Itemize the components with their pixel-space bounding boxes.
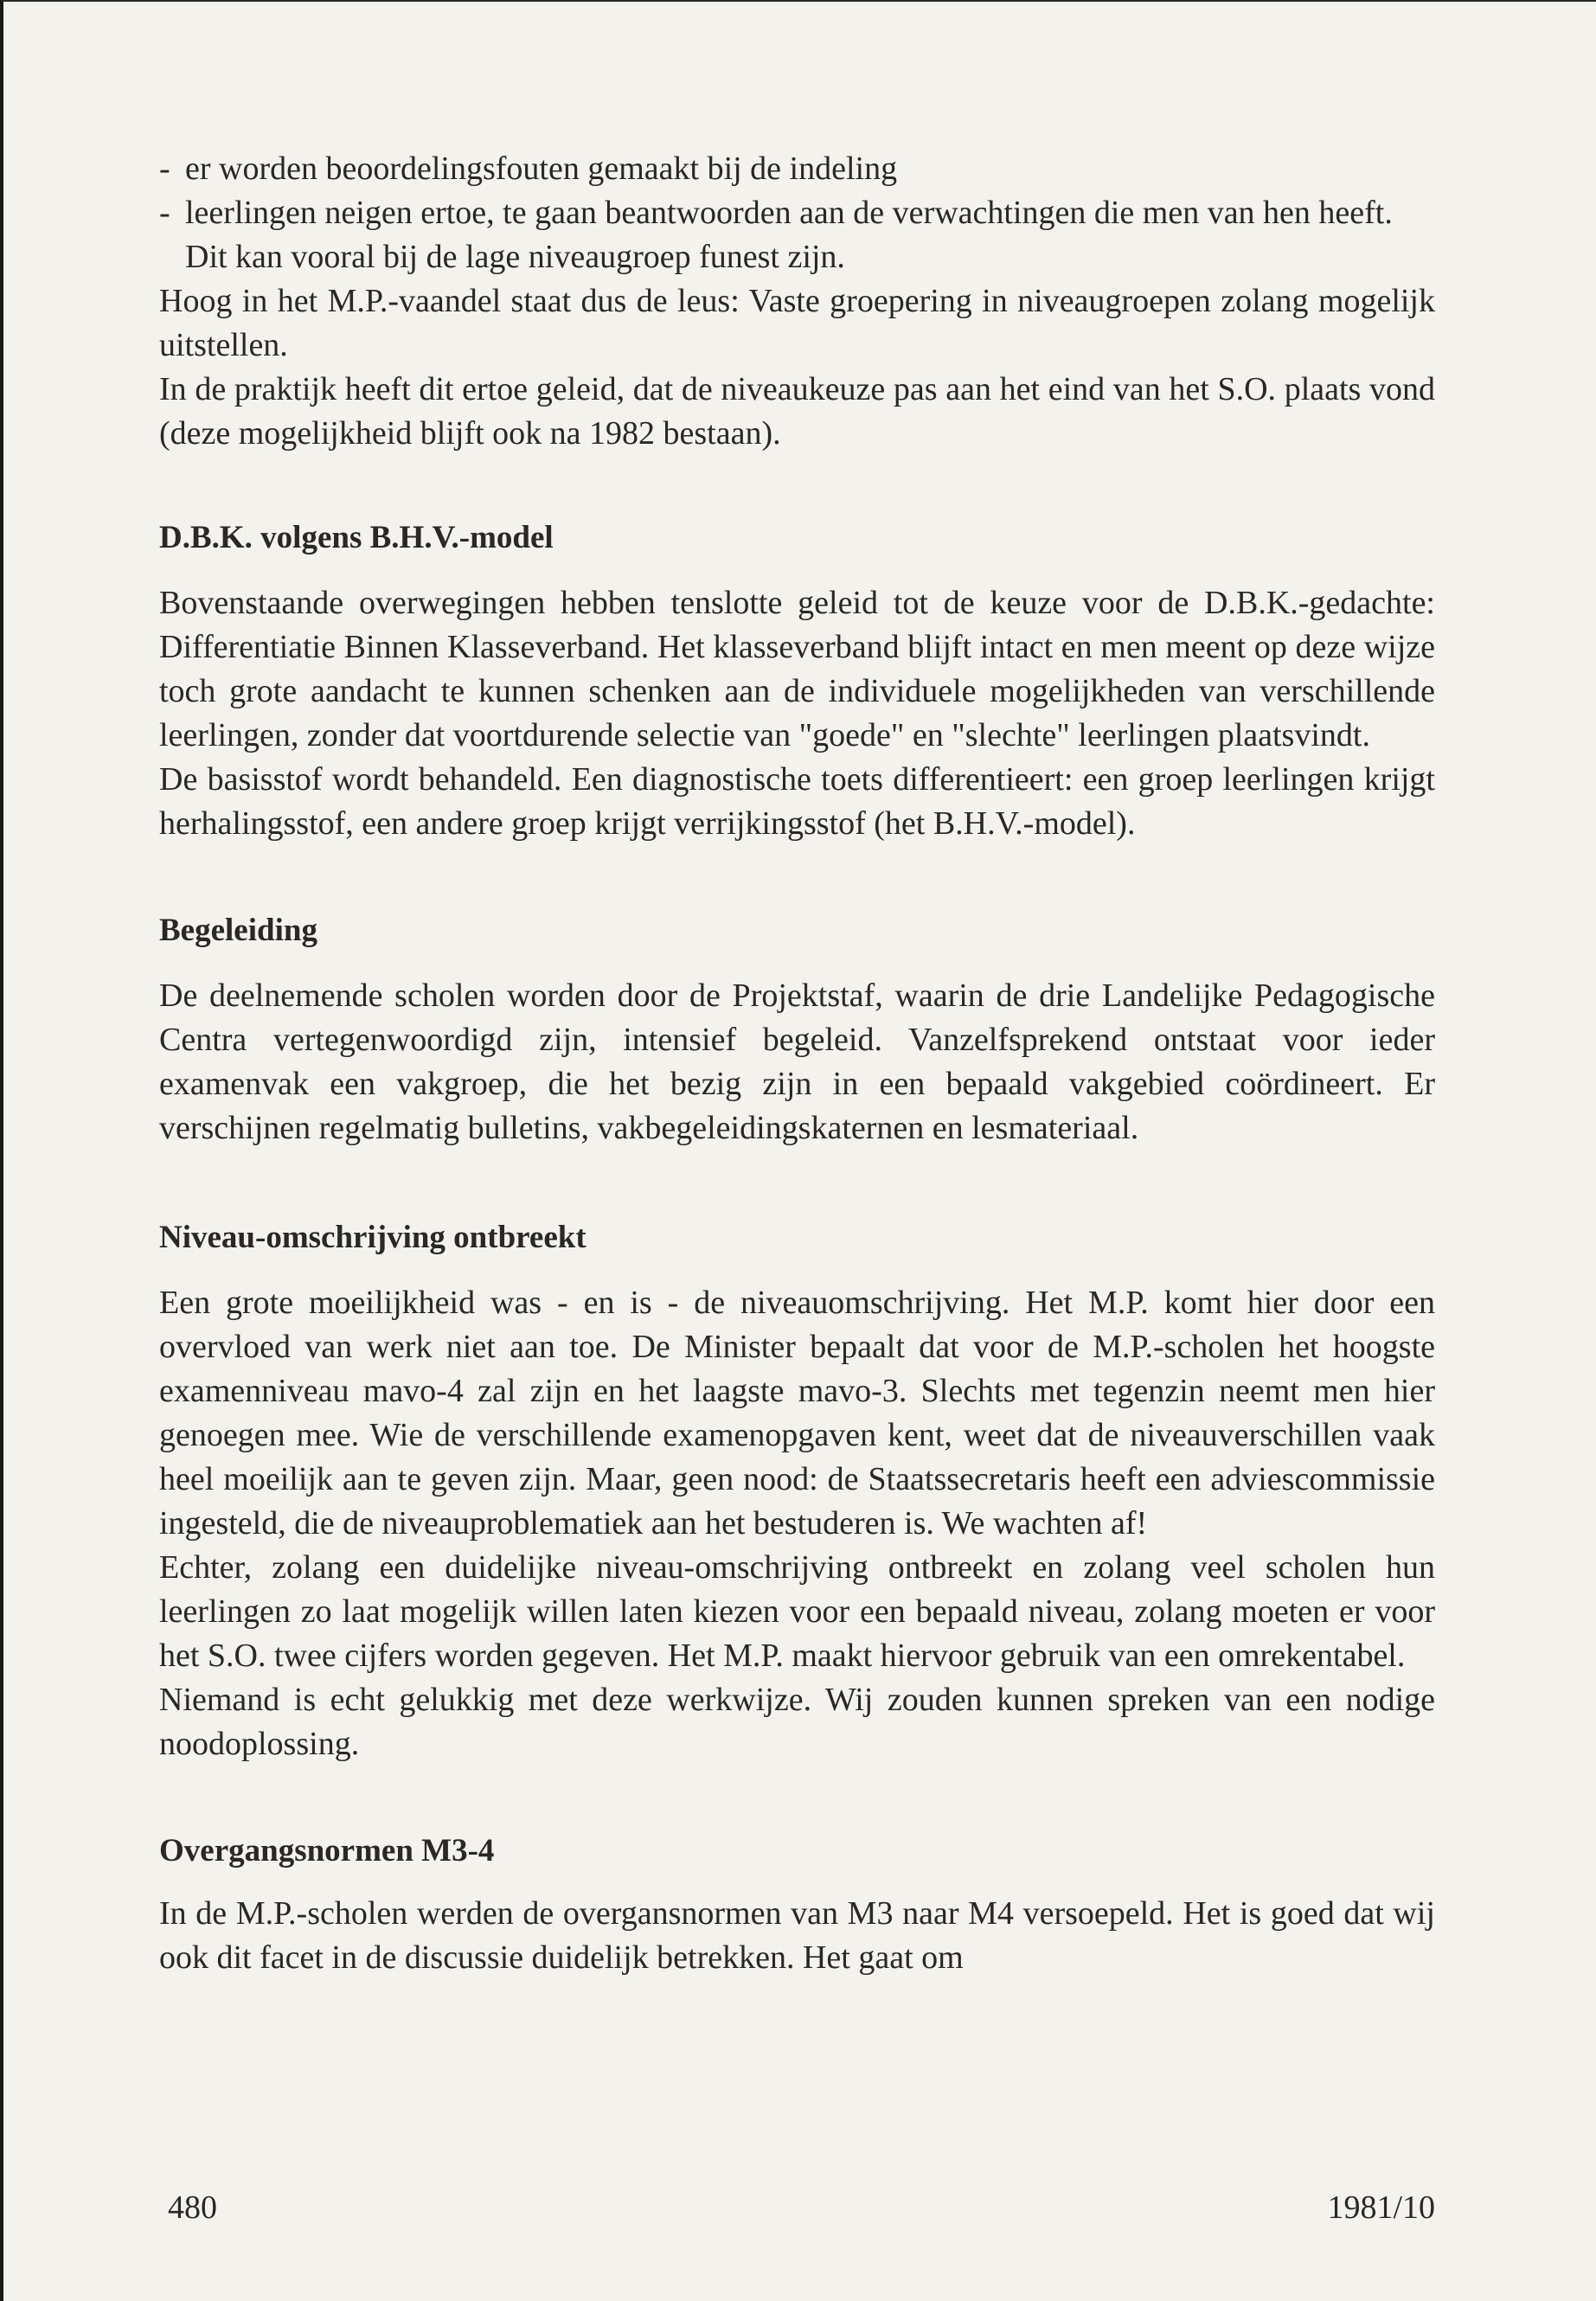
bullet-text: er worden beoordelingsfouten gemaakt bij de indeling — [185, 151, 898, 187]
intro-paragraph-2: In de praktijk heeft dit ertoe geleid, dat de niveaukeuze pas aan het eind van het S.O. plaats vond (deze mogelijkheid blijft ook na 1982 bestaan). — [159, 371, 1435, 452]
list-item — [159, 147, 1435, 191]
niveau-paragraph-1: Een grote moeilijkheid was - en is - de niveauomschrijving. Het M.P. komt hier door een overvloed van werk niet aan toe. De Minister bepaalt dat voor de M.P.-scholen het hoogste examenniveau mavo-4 zal zijn en het laagste mavo-3. Slechts met tegenzin neemt men hier genoegen mee. Wie de verschillende examenopgaven kent, weet dat de niveauverschillen vaak heel moeilijk aan te geven zijn. Maar, geen nood: de Staatssecretaris heeft een adviescommissie ingesteld, die de niveauproblematiek aan het bestuderen is. We wachten af! — [159, 1285, 1435, 1541]
intro-bullet-list — [159, 147, 1435, 279]
page-footer — [168, 2189, 1435, 2227]
bullet-text: leerlingen neigen ertoe, te gaan beantwoorden aan de verwachtingen die men van hen heeft. Dit kan vooral bij de lage niveaugroep funest zijn. — [185, 195, 1393, 275]
section-heading-dbk: D.B.K. volgens B.H.V.-model — [159, 520, 554, 555]
bullet-dash: - — [159, 195, 170, 231]
intro-paragraph-1: Hoog in het M.P.-vaandel staat dus de leus: Vaste groepering in niveaugroepen zolang mogelijk uitstellen. — [159, 283, 1435, 363]
section-heading-begeleiding: Begeleiding — [159, 913, 317, 948]
bullet-dash: - — [159, 151, 170, 187]
section-heading-overgang: Overgangsnormen M3-4 — [159, 1833, 495, 1868]
page-content — [159, 147, 1435, 1980]
list-item — [159, 191, 1435, 279]
overgang-paragraph-1: In de M.P.-scholen werden de overgansnormen van M3 naar M4 versoepeld. Het is goed dat wij ook dit facet in de discussie duidelijk betrekken. Het gaat om — [159, 1895, 1435, 1976]
begeleiding-paragraph-1: De deelnemende scholen worden door de Projektstaf, waarin de drie Landelijke Pedagogische Centra vertegenwoordigd zijn, intensief begeleid. Vanzelfsprekend ontstaat voor ieder examenvak een vakgroep, die het bezig zijn in een bepaald vakgebied coördineert. Er verschijnen regelmatig bulletins, vakbegeleidingskaternen en lesmateriaal. — [159, 977, 1435, 1146]
niveau-paragraph-2: Echter, zolang een duidelijke niveau-omschrijving ontbreekt en zolang veel scholen hun leerlingen zo laat mogelijk willen laten kiezen voor een bepaald niveau, zolang moeten er voor het S.O. twee cijfers worden gegeven. Het M.P. maakt hiervoor gebruik van een omrekentabel. — [159, 1549, 1435, 1674]
page-number: 480 — [168, 2189, 217, 2226]
section-heading-niveau: Niveau-omschrijving ontbreekt — [159, 1220, 586, 1255]
issue-number: 1981/10 — [1327, 2189, 1435, 2226]
niveau-paragraph-3: Niemand is echt gelukkig met deze werkwijze. Wij zouden kunnen spreken van een nodige noodoplossing. — [159, 1682, 1435, 1762]
dbk-paragraph-2: De basisstof wordt behandeld. Een diagnostische toets differentieert: een groep leerlingen krijgt herhalingsstof, een andere groep krijgt verrijkingsstof (het B.H.V.-model). — [159, 761, 1435, 842]
dbk-paragraph-1: Bovenstaande overwegingen hebben tenslotte geleid tot de keuze voor de D.B.K.-gedachte: Differentiatie Binnen Klasseverband. Het klasseverband blijft intact en men meent op deze wijze toch grote aandacht te kunnen schenken aan de individuele mogelijkheden van verschillende leerlingen, zonder dat voortdurende selectie van "goede" en "slechte" leerlingen plaatsvindt. — [159, 585, 1435, 753]
